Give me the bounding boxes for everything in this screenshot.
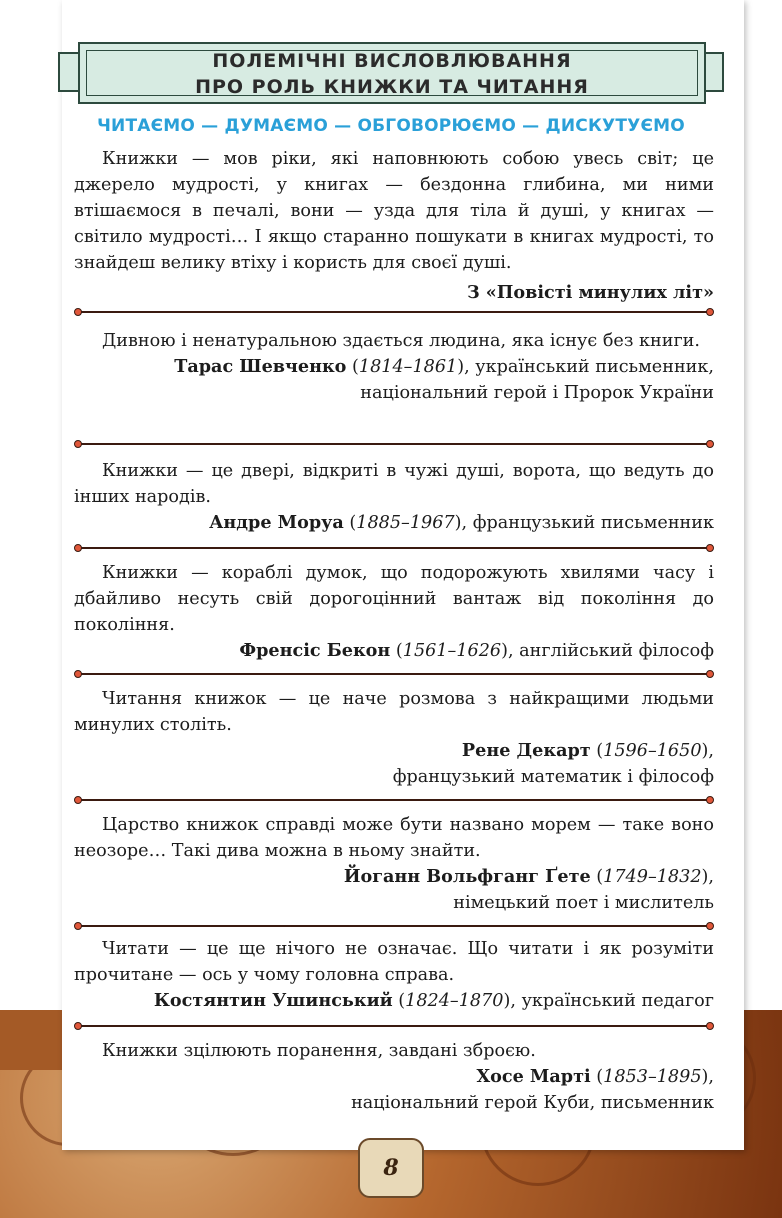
subtitle: ЧИТАЄМО — ДУМАЄМО — ОБГОВОРЮЄМО — ДИСКУТУЄМО [97,116,685,136]
quote-author-desc: німецький поет і мислитель [453,893,714,913]
quote-author: Костянтин Ушинський (1824–1870), український педагог [153,990,714,1011]
separator [74,922,714,930]
quote-text: Книжки — мов ріки, які наповнюють собою увесь світ; це джерело мудрості, у книгах — бездонна глибина, ми ними втішаємося в печалі, вони — узда для тіла й душі, у книгах — світило мудрості… І якщо старанно пошукати в книгах мудрості, то знайдеш велику втіху і користь для своєї душі. [74,149,714,273]
header-box [78,42,706,104]
quote-text: Дивною і ненатуральною здається людина, яка існує без книги. [102,331,700,351]
quote-block [74,936,714,1014]
header-title-line1: ПОЛЕМІЧНІ ВИСЛОВЛЮВАННЯ [212,50,572,72]
quote-block [74,328,714,406]
quote-author: Рене Декарт (1596–1650), [461,740,714,761]
quote-block [74,686,714,790]
quote-author: Хосе Марті (1853–1895), [476,1066,714,1087]
separator [74,544,714,552]
quote-author: Френсіс Бекон (1561–1626), англійський філософ [239,640,714,661]
quote-author: Йоганн Вольфганг Ґете (1749–1832), [343,866,714,887]
quote-block [74,458,714,536]
quote-source: З «Повісті минулих літ» [466,282,714,303]
quote-text: Книжки — кораблі думок, що подорожують хвилями часу і дбайливо несуть свій дорогоцінний вантаж від покоління до покоління. [74,563,714,635]
quote-text: Книжки — це двері, відкриті в чужі душі, ворота, що ведуть до інших народів. [74,461,714,507]
quote-block [74,146,714,306]
quote-text: Читання книжок — це наче розмова з найкращими людьми минулих століть. [74,689,714,735]
quote-text: Читати — це ще нічого не означає. Що читати і як розуміти прочитане — ось у чому головна справа. [74,939,714,985]
page-number: 8 [358,1138,424,1198]
quote-author-desc: національний герой Куби, письменник [351,1093,714,1113]
quote-text: Царство книжок справді може бути названо морем — таке воно неозоре… Такі дива можна в ньому знайти. [74,815,714,861]
quote-author: Тарас Шевченко (1814–1861), український письменник, [174,356,714,377]
quote-author-desc: французький математик і філософ [392,767,714,787]
quote-block [74,812,714,916]
quote-author: Андре Моруа (1885–1967), французький письменник [209,512,714,533]
header-ornament-left [58,52,80,92]
separator [74,440,714,448]
quote-text: Книжки зцілюють поранення, завдані зброєю. [102,1041,536,1061]
separator [74,1022,714,1030]
separator [74,670,714,678]
separator [74,308,714,316]
quote-block [74,1038,714,1116]
quote-block [74,560,714,664]
separator [74,796,714,804]
header-title-line2: ПРО РОЛЬ КНИЖКИ ТА ЧИТАННЯ [195,76,589,98]
quote-author-desc: національний герой і Пророк України [360,383,714,403]
decorative-background-left [0,1010,62,1070]
